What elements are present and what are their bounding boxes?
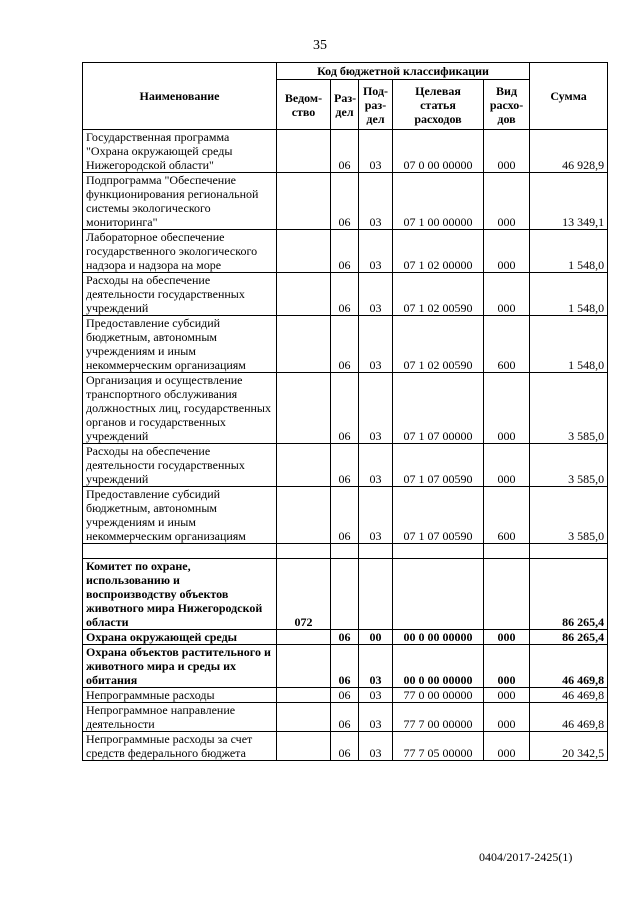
row-razdel: 06 xyxy=(331,230,359,273)
row-vedomstvo xyxy=(277,444,331,487)
row-vid: 000 xyxy=(484,630,530,645)
budget-table xyxy=(82,62,608,761)
row-name: Непрограммные расходы за счет средств федерального бюджета xyxy=(83,732,277,761)
row-name: Непрограммные расходы xyxy=(83,688,277,703)
row-csr xyxy=(393,544,484,559)
row-vid: 000 xyxy=(484,173,530,230)
row-vedomstvo xyxy=(277,130,331,173)
row-podrazdel: 03 xyxy=(359,645,393,688)
row-summa: 1 548,0 xyxy=(530,273,608,316)
row-podrazdel: 03 xyxy=(359,732,393,761)
row-vedomstvo xyxy=(277,688,331,703)
table-row xyxy=(83,559,608,630)
row-csr: 00 0 00 00000 xyxy=(393,630,484,645)
row-csr: 07 1 00 00000 xyxy=(393,173,484,230)
row-name: Государственная программа "Охрана окружающей среды Нижегородской области" xyxy=(83,130,277,173)
row-name: Комитет по охране, использованию и воспроизводству объектов животного мира Нижегородской области xyxy=(83,559,277,630)
row-razdel: 06 xyxy=(331,444,359,487)
row-razdel: 06 xyxy=(331,173,359,230)
row-razdel: 06 xyxy=(331,487,359,544)
row-vedomstvo xyxy=(277,630,331,645)
row-vedomstvo: 072 xyxy=(277,559,331,630)
row-vedomstvo xyxy=(277,732,331,761)
row-podrazdel: 03 xyxy=(359,230,393,273)
row-csr: 07 1 02 00000 xyxy=(393,230,484,273)
header-code-group: Код бюджетной классификации xyxy=(277,63,530,80)
row-name: Расходы на обеспечение деятельности государственных учреждений xyxy=(83,273,277,316)
header-csr: Целевая статья расходов xyxy=(393,80,484,130)
row-name xyxy=(83,544,277,559)
row-summa: 46 469,8 xyxy=(530,703,608,732)
row-vid: 000 xyxy=(484,645,530,688)
row-summa: 1 548,0 xyxy=(530,230,608,273)
row-csr: 07 0 00 00000 xyxy=(393,130,484,173)
row-vid: 000 xyxy=(484,373,530,444)
row-summa xyxy=(530,544,608,559)
table-row xyxy=(83,230,608,273)
header-podrazdel: Под-раз-дел xyxy=(359,80,393,130)
row-name: Охрана окружающей среды xyxy=(83,630,277,645)
row-podrazdel: 03 xyxy=(359,688,393,703)
header-summa: Сумма xyxy=(530,63,608,130)
table-row xyxy=(83,487,608,544)
row-csr xyxy=(393,559,484,630)
row-razdel: 06 xyxy=(331,373,359,444)
table-row xyxy=(83,273,608,316)
row-vid: 600 xyxy=(484,316,530,373)
row-vid: 000 xyxy=(484,703,530,732)
row-vedomstvo xyxy=(277,230,331,273)
row-vid: 000 xyxy=(484,732,530,761)
row-vedomstvo xyxy=(277,316,331,373)
row-name: Подпрограмма "Обеспечение функционирования региональной системы экологического мониторинга" xyxy=(83,173,277,230)
header-vedomstvo: Ведом-ство xyxy=(277,80,331,130)
document-code: 0404/2017-2425(1) xyxy=(479,850,573,864)
row-podrazdel: 03 xyxy=(359,130,393,173)
row-summa: 46 469,8 xyxy=(530,688,608,703)
table-row xyxy=(83,732,608,761)
table-row xyxy=(83,645,608,688)
row-summa: 20 342,5 xyxy=(530,732,608,761)
row-name: Непрограммное направление деятельности xyxy=(83,703,277,732)
row-podrazdel: 03 xyxy=(359,703,393,732)
row-razdel: 06 xyxy=(331,703,359,732)
row-podrazdel: 03 xyxy=(359,373,393,444)
row-podrazdel xyxy=(359,559,393,630)
row-summa: 13 349,1 xyxy=(530,173,608,230)
row-name: Предоставление субсидий бюджетным, автономным учреждениям и иным некоммерческим организациям xyxy=(83,316,277,373)
header-name: Наименование xyxy=(83,63,277,130)
row-vid: 000 xyxy=(484,273,530,316)
row-razdel: 06 xyxy=(331,630,359,645)
row-summa: 3 585,0 xyxy=(530,487,608,544)
row-csr: 07 1 07 00000 xyxy=(393,373,484,444)
row-vedomstvo xyxy=(277,487,331,544)
row-vedomstvo xyxy=(277,544,331,559)
row-vedomstvo xyxy=(277,703,331,732)
row-podrazdel: 03 xyxy=(359,173,393,230)
row-razdel: 06 xyxy=(331,645,359,688)
row-vedomstvo xyxy=(277,645,331,688)
row-vedomstvo xyxy=(277,173,331,230)
row-vid: 000 xyxy=(484,230,530,273)
row-razdel: 06 xyxy=(331,316,359,373)
table-row xyxy=(83,173,608,230)
row-csr: 07 1 07 00590 xyxy=(393,444,484,487)
table-body xyxy=(83,130,608,761)
row-vid xyxy=(484,544,530,559)
header-razdel: Раз-дел xyxy=(331,80,359,130)
row-name: Охрана объектов растительного и животного мира и среды их обитания xyxy=(83,645,277,688)
row-razdel: 06 xyxy=(331,732,359,761)
row-vid: 000 xyxy=(484,444,530,487)
row-vedomstvo xyxy=(277,373,331,444)
row-summa: 86 265,4 xyxy=(530,559,608,630)
row-podrazdel: 03 xyxy=(359,444,393,487)
table-row xyxy=(83,444,608,487)
row-razdel xyxy=(331,544,359,559)
row-vedomstvo xyxy=(277,273,331,316)
row-csr: 07 1 02 00590 xyxy=(393,316,484,373)
row-csr: 77 7 00 00000 xyxy=(393,703,484,732)
row-podrazdel xyxy=(359,544,393,559)
table-row xyxy=(83,703,608,732)
row-summa: 46 469,8 xyxy=(530,645,608,688)
row-csr: 07 1 07 00590 xyxy=(393,487,484,544)
row-csr: 07 1 02 00590 xyxy=(393,273,484,316)
row-vid: 000 xyxy=(484,688,530,703)
row-summa: 3 585,0 xyxy=(530,444,608,487)
row-csr: 77 0 00 00000 xyxy=(393,688,484,703)
row-podrazdel: 03 xyxy=(359,316,393,373)
header-vid: Вид расхо-дов xyxy=(484,80,530,130)
row-name: Расходы на обеспечение деятельности государственных учреждений xyxy=(83,444,277,487)
table-row xyxy=(83,373,608,444)
row-summa: 3 585,0 xyxy=(530,373,608,444)
row-razdel: 06 xyxy=(331,688,359,703)
page-number: 35 xyxy=(313,38,327,53)
row-razdel xyxy=(331,559,359,630)
row-name: Лабораторное обеспечение государственного экологического надзора и надзора на море xyxy=(83,230,277,273)
table-row xyxy=(83,316,608,373)
row-csr: 77 7 05 00000 xyxy=(393,732,484,761)
row-summa: 1 548,0 xyxy=(530,316,608,373)
table-row xyxy=(83,544,608,559)
table-row xyxy=(83,130,608,173)
row-csr: 00 0 00 00000 xyxy=(393,645,484,688)
row-podrazdel: 03 xyxy=(359,487,393,544)
row-vid: 000 xyxy=(484,130,530,173)
row-razdel: 06 xyxy=(331,273,359,316)
row-vid: 600 xyxy=(484,487,530,544)
table-row xyxy=(83,630,608,645)
row-razdel: 06 xyxy=(331,130,359,173)
row-podrazdel: 03 xyxy=(359,273,393,316)
row-podrazdel: 00 xyxy=(359,630,393,645)
row-summa: 46 928,9 xyxy=(530,130,608,173)
row-name: Предоставление субсидий бюджетным, автономным учреждениям и иным некоммерческим организациям xyxy=(83,487,277,544)
row-summa: 86 265,4 xyxy=(530,630,608,645)
row-vid xyxy=(484,559,530,630)
table-row xyxy=(83,688,608,703)
row-name: Организация и осуществление транспортного обслуживания должностных лиц, государственных органов и государственных учреждений xyxy=(83,373,277,444)
